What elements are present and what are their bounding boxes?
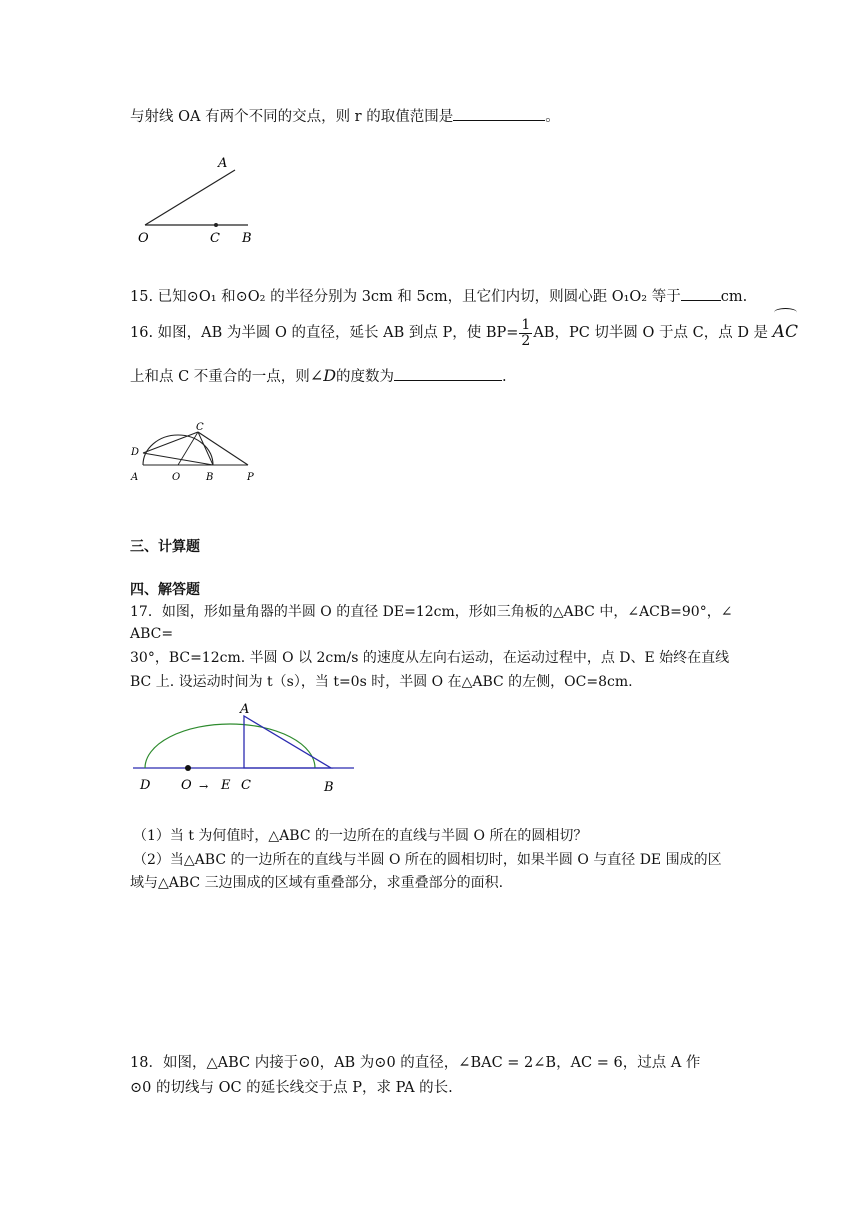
label-a: A	[218, 156, 228, 171]
figure-semicircle-tangent	[128, 420, 268, 490]
label-e: E	[221, 778, 231, 793]
figure-protractor-triangle	[128, 698, 363, 798]
arc-ac-symbol: AC	[773, 310, 798, 350]
q17-line3: 30°，BC=12cm. 半圆 O 以 2cm/s 的速度从左向右运动，在运动过程中，点 D、E 始终在直线	[130, 650, 730, 666]
q16-line2-part2: 的度数为	[336, 369, 395, 385]
q16-line2	[130, 366, 507, 387]
label-b: B	[242, 231, 252, 246]
q15-end: cm.	[720, 289, 748, 305]
q16-part1: 16. 如图，AB 为半圆 O 的直径，延长 AB 到点 P，使 BP=	[130, 325, 519, 341]
q15-answer-blank	[681, 286, 721, 301]
label-b: B	[324, 780, 334, 795]
q14-end: 。	[545, 109, 560, 125]
q16-line1	[130, 310, 798, 349]
q18-line2: ⊙0 的切线与 OC 的延长线交于点 P，求 PA 的长.	[130, 1080, 453, 1096]
label-o: O	[138, 231, 149, 246]
q14-text: 与射线 OA 有两个不同的交点，则 r 的取值范围是	[130, 109, 454, 125]
q14-answer-blank	[453, 106, 545, 121]
q17-line4: BC 上. 设运动时间为 t（s），当 t=0s 时，半圆 O 在△ABC 的左侧，OC=8cm.	[130, 674, 633, 690]
frac-numerator: 1	[521, 316, 531, 333]
section-4-title: 四、解答题	[130, 582, 200, 598]
label-a: A	[131, 472, 139, 483]
label-o: O	[172, 472, 181, 483]
fraction-one-half	[519, 318, 532, 349]
q14-tail-line	[130, 106, 560, 127]
label-c: C	[241, 778, 251, 793]
triangle-abc	[244, 716, 331, 768]
label-a: A	[240, 702, 250, 717]
q15-text: 15. 已知⊙O₁ 和⊙O₂ 的半径分别为 3cm 和 5cm，且它们内切，则圆心距 O₁O₂ 等于	[130, 289, 681, 305]
angle-d-symbol: ∠D	[309, 366, 337, 385]
q18-line1: 18．如图，△ABC 内接于⊙0，AB 为⊙0 的直径，∠BAC = 2∠B，AC = 6，过点 A 作	[130, 1055, 701, 1071]
q16-answer-blank	[394, 366, 502, 381]
label-b: B	[206, 472, 214, 483]
arrow-right-icon: →	[199, 780, 209, 793]
q17-sub1: （1）当 t 为何值时，△ABC 的一边所在的直线与半圆 O 所在的圆相切？	[133, 828, 588, 844]
q17-sub2-line1: （2）当△ABC 的一边所在的直线与半圆 O 所在的圆相切时，如果半圆 O 与直径 DE 围成的区	[133, 852, 722, 868]
label-d: D	[140, 778, 151, 793]
q17-sub2-line2: 域与△ABC 三边围成的区域有重叠部分，求重叠部分的面积.	[130, 875, 504, 891]
q17-line2: ABC=	[130, 626, 174, 642]
q16-end: .	[502, 369, 507, 385]
q17-line1: 17．如图，形如量角器的半圆 O 的直径 DE=12cm，形如三角板的△ABC 中，∠ACB=90°，∠	[130, 604, 733, 620]
q15-line	[130, 286, 747, 307]
label-c: C	[210, 231, 220, 246]
label-p: P	[247, 472, 254, 483]
q16-line2-part1: 上和点 C 不重合的一点，则	[130, 369, 310, 385]
label-d: D	[131, 447, 140, 458]
q16-part2: AB，PC 切半圆 O 于点 C，点 D 是	[533, 325, 769, 341]
label-c: C	[196, 422, 204, 433]
semicircle-o	[145, 724, 315, 768]
label-o: O	[181, 778, 192, 793]
point-o	[185, 765, 191, 771]
figure-ray-oa	[130, 150, 280, 250]
frac-denominator: 2	[521, 332, 531, 349]
section-3-title: 三、计算题	[130, 539, 200, 555]
